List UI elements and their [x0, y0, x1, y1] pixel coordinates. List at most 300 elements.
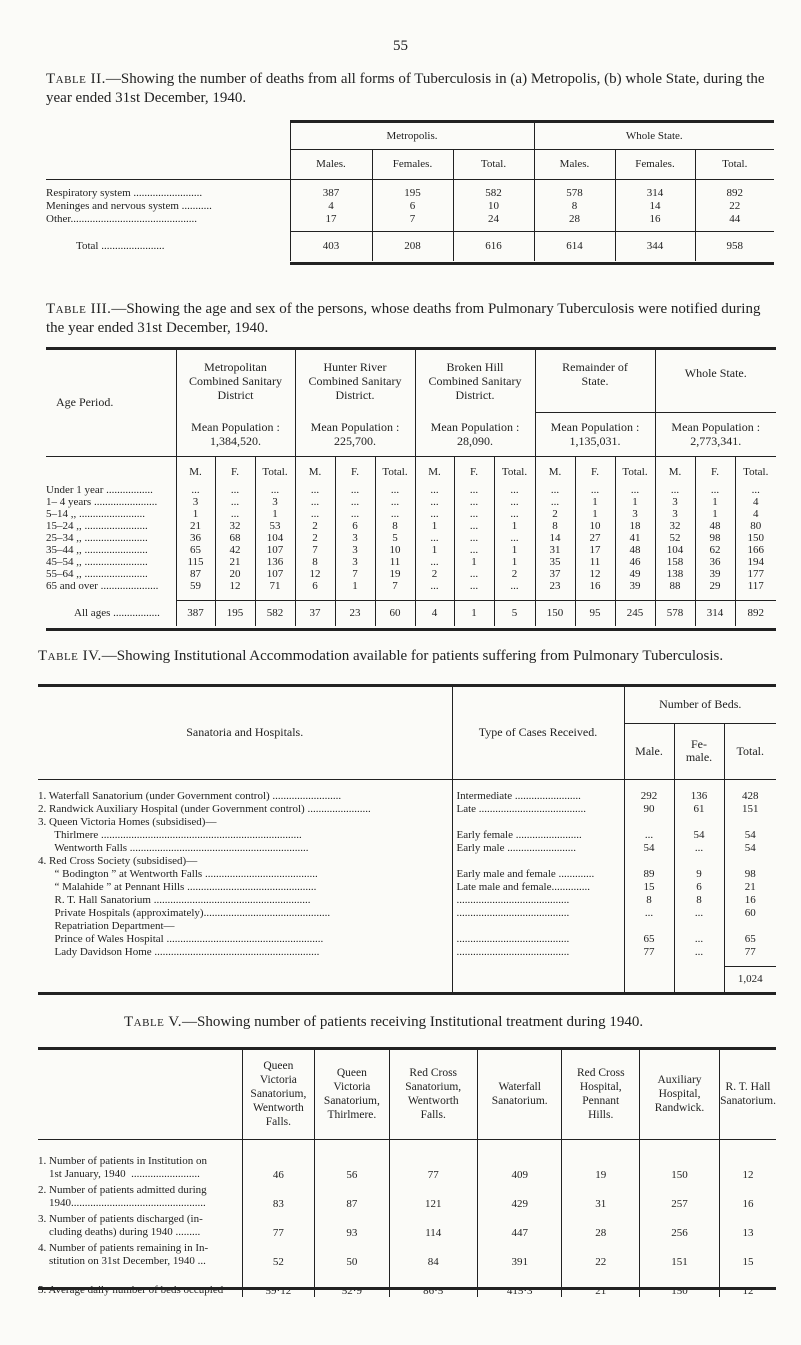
cell-value: 56: [315, 1139, 389, 1181]
cell-value: 3: [655, 508, 695, 520]
cell-value: ...: [215, 496, 255, 508]
cell-value: 93: [315, 1210, 389, 1239]
pop-whole-state: Mean Population : 2,773,341.: [655, 412, 776, 456]
cell-value: 16: [575, 580, 615, 592]
beds-male: [624, 854, 674, 867]
table-2-caption-text: —Showing the number of deaths from all forms of Tuberculosis in (a) Metropolis, (b) whole State, during the year ended 31st December, 1940.: [46, 71, 765, 106]
beds-male: [624, 919, 674, 932]
list-item: [38, 828, 776, 841]
cell-value: 77: [389, 1139, 477, 1181]
cell-value: ...: [454, 508, 494, 520]
institution-name: 3. Queen Victoria Homes (subsidised)—: [38, 815, 217, 828]
beds-male: 65: [624, 932, 674, 945]
case-type: .........................................: [452, 945, 624, 958]
cell-value: ...: [454, 532, 494, 544]
cell-value: 31: [562, 1181, 640, 1210]
cell-value: ...: [535, 496, 575, 508]
table-3: [46, 350, 776, 626]
cell-value: ...: [735, 478, 776, 496]
cell-value: ...: [415, 496, 454, 508]
total-label: All ages .................: [74, 607, 160, 619]
table-row: [46, 496, 776, 508]
cell-value: ...: [335, 496, 375, 508]
cell-value: 83: [242, 1181, 315, 1210]
cell-value: 14: [535, 532, 575, 544]
cell-value: 17: [575, 544, 615, 556]
cell-value: 23: [535, 580, 575, 592]
cell-value: 4: [735, 496, 776, 508]
cell-value: 11: [575, 556, 615, 568]
case-type: Early female ........................: [452, 828, 624, 841]
case-type: Late male and female..............: [452, 880, 624, 893]
col-type: Type of Cases Received.: [452, 687, 624, 779]
total-value: 195: [215, 600, 255, 626]
cell-value: ...: [575, 478, 615, 496]
cell-value: 158: [655, 556, 695, 568]
cell-value: 2: [295, 532, 335, 544]
beds-total: 54: [724, 841, 776, 854]
cell-value: 151: [640, 1239, 720, 1268]
table-4-caption: [38, 647, 768, 666]
cell-value: ...: [215, 508, 255, 520]
beds-male: 15: [624, 880, 674, 893]
cell-value: 3: [335, 544, 375, 556]
cell-value: 80: [735, 520, 776, 532]
grand-total: 1,024: [724, 966, 776, 992]
cell-value: 138: [655, 568, 695, 580]
cell-value: ...: [655, 478, 695, 496]
cell-value: 166: [735, 544, 776, 556]
cell-value: ...: [295, 496, 335, 508]
list-item: [38, 815, 776, 828]
cell-value: ...: [494, 532, 535, 544]
beds-total: 16: [724, 893, 776, 906]
cell-value: 52·9: [315, 1268, 389, 1297]
cell-value: 3: [176, 496, 215, 508]
beds-female: ...: [674, 932, 724, 945]
group-whole-state: Whole State.: [655, 350, 776, 412]
beds-female: ...: [674, 906, 724, 919]
col-males: Males.: [534, 149, 615, 179]
table-total-row: [46, 600, 776, 626]
cell-value: 257: [640, 1181, 720, 1210]
cell-value: 98: [695, 532, 735, 544]
col-females: Females.: [372, 149, 453, 179]
beds-total: 21: [724, 880, 776, 893]
cell-value: 1: [695, 508, 735, 520]
cell-value: 8: [535, 520, 575, 532]
institution-name: R. T. Hall Sanatorium .........................................................: [38, 893, 311, 906]
list-item: [38, 932, 776, 945]
beds-female: 6: [674, 880, 724, 893]
cell-value: 35: [535, 556, 575, 568]
table-row: [46, 568, 776, 580]
cell-value: 8: [375, 520, 415, 532]
age-label: 5–14 ,, ........................: [46, 508, 145, 520]
table-5-title: Table V.: [124, 1014, 183, 1030]
institution-name: 1. Waterfall Sanatorium (under Government control) .........................: [38, 789, 342, 802]
table-4: [38, 687, 776, 992]
cell-value: 10: [375, 544, 415, 556]
case-type: .........................................: [452, 906, 624, 919]
cell-value: 21: [562, 1268, 640, 1297]
group-metropolitan: Metropolitan Combined Sanitary District: [176, 350, 295, 412]
pop-broken-hill: Mean Population : 28,090.: [415, 412, 535, 456]
total-value: 150: [535, 600, 575, 626]
table-row: [38, 1239, 776, 1268]
cell-value: ...: [415, 556, 454, 568]
cell-value: 16: [720, 1181, 776, 1210]
cell-value: 3: [615, 508, 655, 520]
institution-name: Thirlmere .........................................................................: [38, 828, 302, 841]
beds-male: 90: [624, 802, 674, 815]
institution-column-header: Red Cross Hospital, Pennant Hills.: [562, 1050, 640, 1139]
cell-value: 84: [389, 1239, 477, 1268]
cell-value: 5: [375, 532, 415, 544]
cell-value: 48: [695, 520, 735, 532]
row-label: 5. Average daily number of beds occupied: [38, 1284, 224, 1296]
case-type: .........................................: [452, 932, 624, 945]
group-hunter-river: Hunter River Combined Sanitary District.: [295, 350, 415, 412]
cell-value: ...: [415, 580, 454, 592]
case-type: Early male .........................: [452, 841, 624, 854]
cell-value: 1: [176, 508, 215, 520]
cell-value: 1: [494, 556, 535, 568]
cell-value: 87: [315, 1181, 389, 1210]
beds-male: 54: [624, 841, 674, 854]
cell-value: ...: [176, 478, 215, 496]
cell-value: 391: [477, 1239, 562, 1268]
col-males: Males.: [290, 149, 372, 179]
cell-value: 59·12: [242, 1268, 315, 1297]
cell-value: 2: [295, 520, 335, 532]
age-label: 1– 4 years .......................: [46, 496, 158, 508]
institution-name: 2. Randwick Auxiliary Hospital (under Government control) .......................: [38, 802, 371, 815]
cell-value: 48: [615, 544, 655, 556]
total-value: 1: [454, 600, 494, 626]
table-row: [38, 1139, 776, 1181]
institution-column-header: Waterfall Sanatorium.: [477, 1050, 562, 1139]
cell-value: ...: [375, 478, 415, 496]
cell-value: 12: [720, 1139, 776, 1181]
case-type: .........................................: [452, 893, 624, 906]
cell-value: 41: [615, 532, 655, 544]
age-period-header: Age Period.: [56, 395, 114, 410]
cell-value: ...: [494, 496, 535, 508]
total-value: 314: [695, 600, 735, 626]
cell-value: 31: [535, 544, 575, 556]
cell-value: 2: [494, 568, 535, 580]
beds-female: [674, 854, 724, 867]
case-type: Late .......................................: [452, 802, 624, 815]
cell-value: 7: [295, 544, 335, 556]
cell-value: 46: [615, 556, 655, 568]
table-row: [46, 520, 776, 532]
col-females: Females.: [615, 149, 695, 179]
cell-value: 52: [242, 1239, 315, 1268]
cell-value: ...: [415, 532, 454, 544]
cell-value: 150: [640, 1268, 720, 1297]
cell-value: 12: [295, 568, 335, 580]
beds-male: ...: [624, 828, 674, 841]
cell-value: 429: [477, 1181, 562, 1210]
cell-value: 22: [562, 1239, 640, 1268]
cell-value: 114: [389, 1210, 477, 1239]
cell-value: 32: [215, 520, 255, 532]
cell-value: 15: [720, 1239, 776, 1268]
cell-value: ...: [255, 478, 295, 496]
cell-value: 11: [375, 556, 415, 568]
table-3-title: Table III.: [46, 301, 112, 317]
beds-total: 98: [724, 867, 776, 880]
cell-value: 28: [562, 1210, 640, 1239]
cell-value: ...: [454, 496, 494, 508]
table-2-bottom-rule: [290, 262, 774, 265]
cell-value: 117: [735, 580, 776, 592]
table-4-bottom-rule: [38, 992, 776, 995]
institution-column-header: Queen Victoria Sanatorium, Thirlmere.: [315, 1050, 389, 1139]
col-total: Total.: [724, 723, 776, 779]
cell-value: 1: [415, 520, 454, 532]
list-item: [38, 802, 776, 815]
beds-female: [674, 919, 724, 932]
case-type: [452, 854, 624, 867]
cell-value: 88: [655, 580, 695, 592]
cell-value: 18: [615, 520, 655, 532]
cell-value: ...: [494, 508, 535, 520]
institution-name: Lady Davidson Home ............................................................: [38, 945, 320, 958]
grand-total-row: [38, 966, 776, 992]
total-value: 95: [575, 600, 615, 626]
case-type: [452, 815, 624, 828]
row-label: 2. Number of patients admitted during 1940.................................................: [38, 1184, 207, 1209]
list-item: [38, 919, 776, 932]
beds-male: [624, 815, 674, 828]
cell-value: 37: [535, 568, 575, 580]
cell-value: 39: [615, 580, 655, 592]
beds-total: 428: [724, 789, 776, 802]
group-remainder-of-state: Remainder of State.: [535, 350, 655, 412]
beds-female: 9: [674, 867, 724, 880]
beds-female: [674, 815, 724, 828]
cell-value: 86·5: [389, 1268, 477, 1297]
beds-total: [724, 854, 776, 867]
list-item: [38, 906, 776, 919]
cell-value: ...: [215, 478, 255, 496]
cell-value: 59: [176, 580, 215, 592]
col-total: Total.: [453, 149, 534, 179]
cell-value: 150: [735, 532, 776, 544]
pop-metropolitan: Mean Population : 1,384,520.: [176, 412, 295, 456]
beds-male: 89: [624, 867, 674, 880]
table-total-row: Total ....................... 403 208 616 614 344 958: [46, 231, 774, 261]
table-3-caption: [46, 300, 776, 338]
cell-value: 12: [575, 568, 615, 580]
cell-value: ...: [494, 478, 535, 496]
page-number: 55: [393, 38, 408, 54]
cell-value: ...: [454, 478, 494, 496]
institution-name: 4. Red Cross Society (subsidised)—: [38, 854, 198, 867]
table-5-bottom-rule: [38, 1287, 776, 1290]
list-item: [38, 854, 776, 867]
institution-column-header: Red Cross Sanatorium, Wentworth Falls.: [389, 1050, 477, 1139]
age-label: 25–34 ,, .......................: [46, 532, 148, 544]
group-broken-hill: Broken Hill Combined Sanitary District.: [415, 350, 535, 412]
beds-male: 292: [624, 789, 674, 802]
sub-header-row: M. F. Total. M. F. Total. M. F. Total. M. F. Total. M. F. Total.: [46, 456, 776, 478]
total-value: 37: [295, 600, 335, 626]
cell-value: 42: [215, 544, 255, 556]
table-row: [38, 1181, 776, 1210]
group-metropolis: Metropolis.: [290, 123, 534, 149]
cell-value: ...: [375, 508, 415, 520]
age-label: 45–54 ,, .......................: [46, 556, 148, 568]
col-female: Fe- male.: [674, 723, 724, 779]
cell-value: 52: [655, 532, 695, 544]
beds-female: 136: [674, 789, 724, 802]
beds-total: 60: [724, 906, 776, 919]
table-2-caption: [46, 70, 776, 108]
table-row: Meninges and nervous system ........... 4 6 10 8 14 22: [46, 199, 774, 213]
cell-value: 62: [695, 544, 735, 556]
age-label: Under 1 year .................: [46, 484, 153, 496]
col-male: Male.: [624, 723, 674, 779]
cell-value: 46: [242, 1139, 315, 1181]
table-row: [46, 544, 776, 556]
cell-value: ...: [615, 478, 655, 496]
age-label: 15–24 ,, .......................: [46, 520, 148, 532]
cell-value: 36: [176, 532, 215, 544]
cell-value: 104: [255, 532, 295, 544]
table-2: [46, 123, 774, 261]
cell-value: 32: [655, 520, 695, 532]
institution-column-header: Auxiliary Hospital, Randwick.: [640, 1050, 720, 1139]
cell-value: 68: [215, 532, 255, 544]
row-label: 4. Number of patients remaining in In- stitution on 31st December, 1940 ...: [38, 1242, 209, 1267]
institution-name: Prince of Wales Hospital .........................................................: [38, 932, 324, 945]
cell-value: ...: [454, 580, 494, 592]
cell-value: 7: [375, 580, 415, 592]
row-label: 3. Number of patients discharged (in- cluding deaths) during 1940 .........: [38, 1213, 203, 1238]
cell-value: 121: [389, 1181, 477, 1210]
cell-value: ...: [454, 520, 494, 532]
cell-value: 27: [575, 532, 615, 544]
beds-male: ...: [624, 906, 674, 919]
cell-value: 19: [375, 568, 415, 580]
institution-name: Wentworth Falls .................................................................: [38, 841, 309, 854]
cell-value: 177: [735, 568, 776, 580]
beds-total: [724, 815, 776, 828]
cell-value: 13: [720, 1210, 776, 1239]
cell-value: 36: [695, 556, 735, 568]
cell-value: ...: [695, 478, 735, 496]
beds-total: 77: [724, 945, 776, 958]
cell-value: ...: [415, 478, 454, 496]
list-item: [38, 893, 776, 906]
cell-value: ...: [295, 478, 335, 496]
list-item: [38, 945, 776, 958]
institution-column-header: R. T. Hall Sanatorium.: [720, 1050, 776, 1139]
group-whole-state: Whole State.: [534, 123, 774, 149]
institution-name: Private Hospitals (approximately)..............................................: [38, 906, 331, 919]
table-3-caption-text: —Showing the age and sex of the persons, whose deaths from Pulmonary Tuberculosis were notified during the year ended 31st December, 1940.: [46, 301, 761, 336]
cell-value: 29: [695, 580, 735, 592]
col-total: Total.: [695, 149, 774, 179]
cell-value: 107: [255, 544, 295, 556]
cell-value: 1: [575, 508, 615, 520]
total-value: 582: [255, 600, 295, 626]
cell-value: 3: [655, 496, 695, 508]
cell-value: 21: [215, 556, 255, 568]
age-label: 55–64 ,, .......................: [46, 568, 148, 580]
cell-value: ...: [494, 580, 535, 592]
age-label: 35–44 ,, .......................: [46, 544, 148, 556]
cell-value: 194: [735, 556, 776, 568]
list-item: [38, 880, 776, 893]
beds-female: 8: [674, 893, 724, 906]
cell-value: 3: [335, 556, 375, 568]
table-4-caption-text: —Showing Institutional Accommodation available for patients suffering from Pulmonary Tuberculosis.: [101, 648, 724, 664]
table-row: Other.............................................. 17 7 24 28 16 44: [46, 213, 774, 231]
cell-value: ...: [535, 478, 575, 496]
pop-hunter-river: Mean Population : 225,700.: [295, 412, 415, 456]
cell-value: 409: [477, 1139, 562, 1181]
beds-total: 54: [724, 828, 776, 841]
table-2-title: Table II.: [46, 71, 106, 87]
cell-value: 20: [215, 568, 255, 580]
cell-value: 3: [335, 532, 375, 544]
table-row: [46, 556, 776, 568]
total-value: 892: [735, 600, 776, 626]
cell-value: ...: [335, 508, 375, 520]
beds-female: ...: [674, 841, 724, 854]
cell-value: 1: [255, 508, 295, 520]
cell-value: 19: [562, 1139, 640, 1181]
total-value: 387: [176, 600, 215, 626]
cell-value: 71: [255, 580, 295, 592]
pop-remainder: Mean Population : 1,135,031.: [535, 412, 655, 456]
cell-value: 104: [655, 544, 695, 556]
cell-value: 10: [575, 520, 615, 532]
institution-name: “ Bodington ” at Wentworth Falls .........................................: [38, 867, 318, 880]
cell-value: 53: [255, 520, 295, 532]
cell-value: 1: [454, 556, 494, 568]
table-row: [46, 580, 776, 592]
total-value: 4: [415, 600, 454, 626]
cell-value: ...: [415, 508, 454, 520]
table-row: [46, 478, 776, 496]
cell-value: 1: [575, 496, 615, 508]
cell-value: 1: [695, 496, 735, 508]
beds-total: 151: [724, 802, 776, 815]
cell-value: 7: [335, 568, 375, 580]
beds-total: [724, 919, 776, 932]
cell-value: 1: [494, 544, 535, 556]
row-label: 1. Number of patients in Institution on 1st January, 1940 .........................: [38, 1155, 207, 1180]
cell-value: 21: [176, 520, 215, 532]
cell-value: 1: [415, 544, 454, 556]
table-row: [46, 532, 776, 544]
cell-value: 77: [242, 1210, 315, 1239]
cell-value: 1: [494, 520, 535, 532]
institution-name: Repatriation Department—: [38, 919, 175, 932]
col-sanatoria: Sanatoria and Hospitals.: [186, 725, 304, 740]
cell-value: 6: [295, 580, 335, 592]
table-3-bottom-rule: [46, 628, 776, 631]
cell-value: 107: [255, 568, 295, 580]
total-value: 578: [655, 600, 695, 626]
cell-value: 150: [640, 1139, 720, 1181]
